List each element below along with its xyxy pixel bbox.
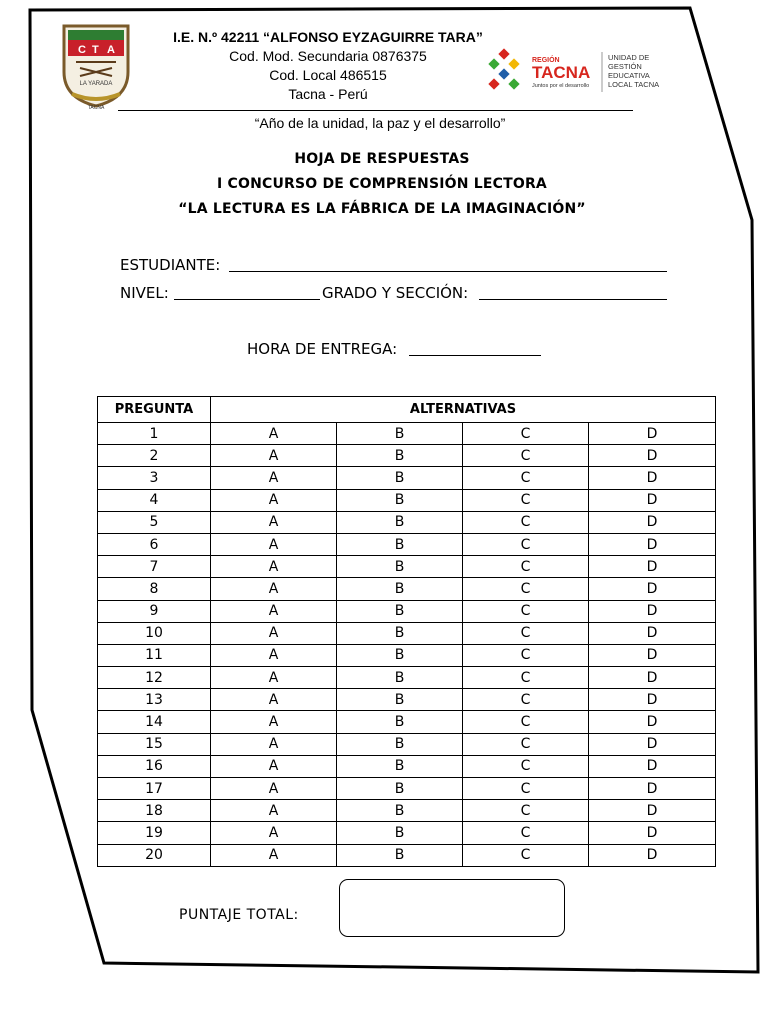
question-number: 15	[98, 733, 211, 755]
year-motto: “Año de la unidad, la paz y el desarrollo”	[254, 115, 506, 131]
table-row	[98, 467, 716, 489]
question-number: 17	[98, 778, 211, 800]
option-d-cell[interactable]: D	[589, 467, 716, 489]
table-row	[98, 556, 716, 578]
school-header	[140, 28, 516, 104]
option-b-cell[interactable]: B	[337, 445, 463, 467]
option-b-cell[interactable]: B	[337, 711, 463, 733]
table-row	[98, 711, 716, 733]
option-a-cell[interactable]: A	[211, 578, 337, 600]
option-b-cell[interactable]: B	[337, 644, 463, 666]
option-b-cell[interactable]: B	[337, 423, 463, 445]
table-row	[98, 600, 716, 622]
header-divider	[118, 110, 633, 111]
region-tagline: Juntos por el desarrollo	[532, 83, 590, 89]
table-row	[98, 578, 716, 600]
title-slogan: “LA LECTURA ES LA FÁBRICA DE LA IMAGINACIÓN”	[178, 201, 586, 217]
question-number: 14	[98, 711, 211, 733]
option-a-cell[interactable]: A	[211, 556, 337, 578]
option-c-cell[interactable]: C	[463, 533, 589, 555]
option-b-cell[interactable]: B	[337, 800, 463, 822]
option-b-cell[interactable]: B	[337, 533, 463, 555]
option-d-cell[interactable]: D	[589, 689, 716, 711]
option-a-cell[interactable]: A	[211, 511, 337, 533]
question-number: 20	[98, 844, 211, 866]
option-c-cell[interactable]: C	[463, 445, 589, 467]
grade-section-field[interactable]	[479, 299, 667, 300]
table-row	[98, 733, 716, 755]
option-b-cell[interactable]: B	[337, 755, 463, 777]
answer-table	[97, 396, 716, 867]
option-d-cell[interactable]: D	[589, 511, 716, 533]
title-contest: I CONCURSO DE COMPRENSIÓN LECTORA	[217, 176, 547, 192]
option-b-cell[interactable]: B	[337, 622, 463, 644]
total-score-label: PUNTAJE TOTAL:	[179, 907, 299, 923]
option-c-cell[interactable]: C	[463, 667, 589, 689]
option-a-cell[interactable]: A	[211, 667, 337, 689]
option-a-cell[interactable]: A	[211, 467, 337, 489]
question-number: 18	[98, 800, 211, 822]
option-b-cell[interactable]: B	[337, 600, 463, 622]
option-d-cell[interactable]: D	[589, 800, 716, 822]
option-b-cell[interactable]: B	[337, 556, 463, 578]
option-a-cell[interactable]: A	[211, 822, 337, 844]
option-c-cell[interactable]: C	[463, 622, 589, 644]
crest-letter-t: T	[92, 44, 99, 56]
question-number: 6	[98, 533, 211, 555]
option-a-cell[interactable]: A	[211, 733, 337, 755]
option-c-cell[interactable]: C	[463, 689, 589, 711]
option-c-cell[interactable]: C	[463, 844, 589, 866]
level-field[interactable]	[174, 299, 320, 300]
option-c-cell[interactable]: C	[463, 467, 589, 489]
option-b-cell[interactable]: B	[337, 467, 463, 489]
option-a-cell[interactable]: A	[211, 800, 337, 822]
table-row	[98, 644, 716, 666]
delivery-time-field[interactable]	[409, 355, 541, 356]
option-d-cell[interactable]: D	[589, 644, 716, 666]
option-a-cell[interactable]: A	[211, 600, 337, 622]
table-row	[98, 778, 716, 800]
table-row	[98, 533, 716, 555]
option-c-cell[interactable]: C	[463, 489, 589, 511]
header-question: PREGUNTA	[98, 397, 211, 423]
question-number: 7	[98, 556, 211, 578]
question-number: 3	[98, 467, 211, 489]
delivery-time-label: HORA DE ENTREGA:	[247, 340, 398, 358]
option-c-cell[interactable]: C	[463, 556, 589, 578]
option-d-cell[interactable]: D	[589, 578, 716, 600]
option-b-cell[interactable]: B	[337, 689, 463, 711]
option-c-cell[interactable]: C	[463, 778, 589, 800]
question-number: 8	[98, 578, 211, 600]
option-d-cell[interactable]: D	[589, 600, 716, 622]
table-row	[98, 667, 716, 689]
region-tacna-logo	[486, 48, 670, 96]
level-label: NIVEL:	[120, 284, 169, 302]
option-c-cell[interactable]: C	[463, 600, 589, 622]
option-d-cell[interactable]: D	[589, 755, 716, 777]
ugel-line-4: LOCAL TACNA	[608, 80, 660, 89]
student-label: ESTUDIANTE:	[120, 256, 221, 274]
option-b-cell[interactable]: B	[337, 778, 463, 800]
option-a-cell[interactable]: A	[211, 533, 337, 555]
option-c-cell[interactable]: C	[463, 755, 589, 777]
school-name: I.E. N.º 42211 “ALFONSO EYZAGUIRRE TARA”	[173, 29, 483, 45]
option-a-cell[interactable]: A	[211, 711, 337, 733]
question-number: 1	[98, 423, 211, 445]
tacna-mark-icon	[488, 48, 519, 89]
table-header-row	[98, 397, 716, 423]
grade-label: GRADO Y SECCIÓN:	[322, 284, 469, 302]
table-row	[98, 689, 716, 711]
ugel-line-1: UNIDAD DE	[608, 53, 650, 62]
question-number: 12	[98, 667, 211, 689]
region-main: TACNA	[532, 63, 591, 82]
crest-footer: TACNA	[87, 105, 105, 110]
student-field[interactable]	[229, 271, 667, 272]
option-c-cell[interactable]: C	[463, 800, 589, 822]
table-row	[98, 511, 716, 533]
table-row	[98, 423, 716, 445]
option-d-cell[interactable]: D	[589, 622, 716, 644]
table-row	[98, 822, 716, 844]
table-row	[98, 755, 716, 777]
question-number: 16	[98, 755, 211, 777]
option-a-cell[interactable]: A	[211, 755, 337, 777]
option-c-cell[interactable]: C	[463, 644, 589, 666]
crest-text: LA YARADA	[79, 81, 113, 87]
total-score-box[interactable]	[339, 879, 565, 937]
option-a-cell[interactable]: A	[211, 844, 337, 866]
option-a-cell[interactable]: A	[211, 689, 337, 711]
option-d-cell[interactable]: D	[589, 489, 716, 511]
option-a-cell[interactable]: A	[211, 489, 337, 511]
header-alternatives: ALTERNATIVAS	[211, 397, 716, 423]
ugel-line-2: GESTIÓN	[608, 62, 642, 71]
option-d-cell[interactable]: D	[589, 423, 716, 445]
option-d-cell[interactable]: D	[589, 844, 716, 866]
option-b-cell[interactable]: B	[337, 844, 463, 866]
option-d-cell[interactable]: D	[589, 445, 716, 467]
option-c-cell[interactable]: C	[463, 423, 589, 445]
region-top: REGIÓN	[532, 57, 560, 64]
option-c-cell[interactable]: C	[463, 733, 589, 755]
option-b-cell[interactable]: B	[337, 489, 463, 511]
option-a-cell[interactable]: A	[211, 644, 337, 666]
question-number: 13	[98, 689, 211, 711]
option-a-cell[interactable]: A	[211, 445, 337, 467]
table-row	[98, 622, 716, 644]
option-c-cell[interactable]: C	[463, 511, 589, 533]
option-b-cell[interactable]: B	[337, 578, 463, 600]
table-row	[98, 844, 716, 866]
option-b-cell[interactable]: B	[337, 822, 463, 844]
option-d-cell[interactable]: D	[589, 778, 716, 800]
option-b-cell[interactable]: B	[337, 511, 463, 533]
crest-letter-c: C	[78, 44, 86, 56]
option-c-cell[interactable]: C	[463, 711, 589, 733]
option-d-cell[interactable]: D	[589, 556, 716, 578]
table-row	[98, 800, 716, 822]
table-row	[98, 445, 716, 467]
option-d-cell[interactable]: D	[589, 822, 716, 844]
table-row	[98, 489, 716, 511]
option-d-cell[interactable]: D	[589, 711, 716, 733]
option-d-cell[interactable]: D	[589, 733, 716, 755]
option-c-cell[interactable]: C	[463, 578, 589, 600]
question-number: 5	[98, 511, 211, 533]
option-b-cell[interactable]: B	[337, 733, 463, 755]
option-d-cell[interactable]: D	[589, 533, 716, 555]
ugel-line-3: EDUCATIVA	[608, 71, 650, 80]
code-local: Cod. Local 486515	[269, 67, 387, 83]
option-a-cell[interactable]: A	[211, 423, 337, 445]
option-a-cell[interactable]: A	[211, 778, 337, 800]
question-number: 9	[98, 600, 211, 622]
option-c-cell[interactable]: C	[463, 822, 589, 844]
option-d-cell[interactable]: D	[589, 667, 716, 689]
question-number: 19	[98, 822, 211, 844]
option-b-cell[interactable]: B	[337, 667, 463, 689]
question-number: 11	[98, 644, 211, 666]
question-number: 4	[98, 489, 211, 511]
question-number: 2	[98, 445, 211, 467]
crest-letter-a: A	[107, 44, 115, 56]
option-a-cell[interactable]: A	[211, 622, 337, 644]
school-crest-logo	[58, 22, 134, 110]
school-city: Tacna - Perú	[288, 86, 368, 102]
question-number: 10	[98, 622, 211, 644]
title-answer-sheet: HOJA DE RESPUESTAS	[294, 151, 470, 167]
code-secondary: Cod. Mod. Secundaria 0876375	[229, 48, 427, 64]
